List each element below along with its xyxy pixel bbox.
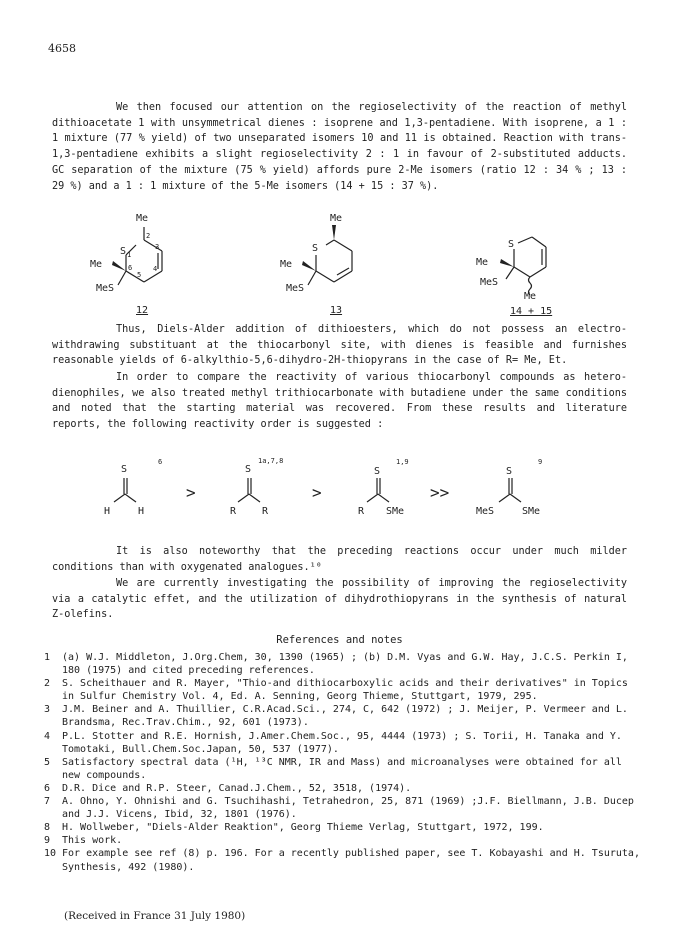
structure-12-locant-6: 6 <box>128 264 133 272</box>
operator-much-gt: >> <box>430 483 450 502</box>
compound-4-ref: 9 <box>538 458 543 466</box>
compound-4-sulfur: S <box>506 466 513 477</box>
structure-12-locant-2: 2 <box>146 232 151 240</box>
structure-12-locant-5: 5 <box>137 271 142 279</box>
structure-13-sulfur: S <box>312 243 319 254</box>
structure-14-15-label: 14 + 15 <box>510 306 553 317</box>
reference-item: 3 J.M. Beiner and A. Thuillier, C.R.Acad.Sci., 274, C, 642 (1972) ; J. Meijer, P. Vermeer and L. Brandsma, Rec.Trav.Chim., 92, 601 (1973). <box>44 704 628 729</box>
paragraph-regioselectivity: We then focused our attention on the regioselectivity of the reaction of methyl dithioacetate 1 with unsymmetrical dienes : isoprene and 1,3-pentadiene. With isoprene, a 1 : 1 mixture (77 % yield) of two unseparated isomers 10 and 11 is obtained. Reaction with trans-1,3-pentadiene exhibits a slight regioselectivity 2 : 1 in favour of 2-substituted adducts. GC separation of the mixture (75 % yield) affords pure 2-Me isomers (ratio 12 : 34 % ; 13 : 29 %) and a 1 : 1 mixture of the 5-Me isomers (14 + 15 : 37 %). <box>52 102 627 192</box>
structure-14-15-me-left: Me <box>476 257 489 268</box>
structure-12-sulfur: S <box>120 246 127 257</box>
references-list <box>44 651 644 874</box>
paragraph-reactivity: In order to compare the reactivity of various thiocarbonyl compounds as hetero-dienophiles, we also treated methyl trithiocarbonate with butadiene under the same conditions and noted that the starting material was recovered. From these results and literature reports, the following reactivity order is suggested : <box>52 372 627 431</box>
compound-3-left: R <box>358 506 365 517</box>
reactivity-order-scheme <box>90 450 570 530</box>
compound-2-ref: 1a,7,8 <box>258 457 284 465</box>
reference-item: 4 P.L. Stotter and R.E. Hornish, J.Amer.Chem.Soc., 95, 4444 (1973) ; S. Torii, H. Tanaka and Y. Tomotaki, Bull.Chem.Soc.Japan, 50, 537 (1977). <box>44 730 622 755</box>
references-title: References and notes <box>276 634 403 646</box>
page-number: 4658 <box>48 42 76 55</box>
operator-gt-2: > <box>312 483 322 502</box>
structure-14-15-mes: MeS <box>480 277 499 288</box>
reference-item: 6 D.R. Dice and R.P. Steer, Canad.J.Chem., 52, 3518, (1974). <box>44 782 412 794</box>
reference-item: 2 S. Scheithauer and R. Mayer, "Thio-and dithiocarboxylic acids and their derivatives" in Topics in Sulfur Chemistry Vol. 4, Ed. A. Senning, Georg Thieme, Stuttgart, 1979, 295. <box>44 678 628 703</box>
structure-12-locant-3: 3 <box>155 243 160 251</box>
structure-13 <box>272 205 382 319</box>
reference-item: 8 H. Wollweber, "Diels-Alder Reaktion", Georg Thieme Verlag, Stuttgart, 1972, 199. <box>44 822 544 834</box>
structure-13-mes: MeS <box>286 283 305 294</box>
structure-14-15-sulfur: S <box>508 239 515 250</box>
compound-1-right: H <box>138 506 145 517</box>
paragraph-diels-alder: Thus, Diels-Alder addition of dithioesters, which do not possess an electro-withdrawing substituant at the thiocarbonyl site, with dienes is feasible and furnishes reasonable yields of 6-alkylthio-5,6-dihydro-2H-thiopyrans in the case of R= Me, Et. <box>52 324 627 367</box>
compound-2-sulfur: S <box>245 464 252 475</box>
operator-gt-1: > <box>186 483 196 502</box>
structure-13-me-left: Me <box>280 259 293 270</box>
structure-14-15 <box>470 225 580 329</box>
structure-12-locant-1: 1 <box>127 251 132 259</box>
compound-4-left: MeS <box>476 506 495 517</box>
reference-item: 5 Satisfactory spectral data (¹H, ¹³C NMR, IR and Mass) and microanalyses were obtained for all new compounds. <box>44 756 622 781</box>
structure-12-locant-4: 4 <box>153 265 158 273</box>
paragraph-milder-conditions: It is also noteworthy that the preceding reactions occur under much milder conditions than with oxygenated analogues.¹⁰ <box>52 546 627 573</box>
structure-13-me-top: Me <box>330 213 343 224</box>
compound-3-sulfur: S <box>374 466 381 477</box>
reference-item: 7 A. Ohno, Y. Ohnishi and G. Tsuchihashi, Tetrahedron, 25, 871 (1969) ;J.F. Biellmann, J.B. Ducep and J.J. Vicens, Ibid, 32, 1801 (1976). <box>44 796 634 821</box>
compound-1-left: H <box>104 506 111 517</box>
structure-12-mes: MeS <box>96 283 115 294</box>
structure-12-me-top: Me <box>136 213 149 224</box>
structure-12 <box>82 205 192 319</box>
compound-2-left: R <box>230 506 237 517</box>
structure-12-me-left: Me <box>90 259 103 270</box>
compound-3-right: SMe <box>386 506 405 517</box>
compound-4-right: SMe <box>522 506 541 517</box>
reference-item: 10 For example see ref (8) p. 196. For a recently published paper, see T. Kobayashi and H. Tsuruta, Synthesis, 492 (1980). <box>44 848 640 873</box>
structure-14-15-me-bottom: Me <box>524 291 537 302</box>
compound-1-sulfur: S <box>121 464 128 475</box>
compound-3-ref: 1,9 <box>396 458 409 466</box>
paragraph-future-work: We are currently investigating the possibility of improving the regioselectivity via a catalytic effet, and the utilization of dihydrothiopyrans in the synthesis of natural Z-olefins. <box>52 578 627 621</box>
structure-12-label: 12 <box>136 305 149 316</box>
compound-2-right: R <box>262 506 269 517</box>
received-date: (Received in France 31 July 1980) <box>64 910 246 922</box>
structure-13-label: 13 <box>330 305 343 316</box>
reference-item: 9 This work. <box>44 835 123 847</box>
compound-1-ref: 6 <box>158 458 163 466</box>
reference-item: 1 (a) W.J. Middleton, J.Org.Chem, 30, 1390 (1965) ; (b) D.M. Vyas and G.W. Hay, J.C.S. Perkin I, 180 (1975) and cited preceding references. <box>44 652 628 677</box>
